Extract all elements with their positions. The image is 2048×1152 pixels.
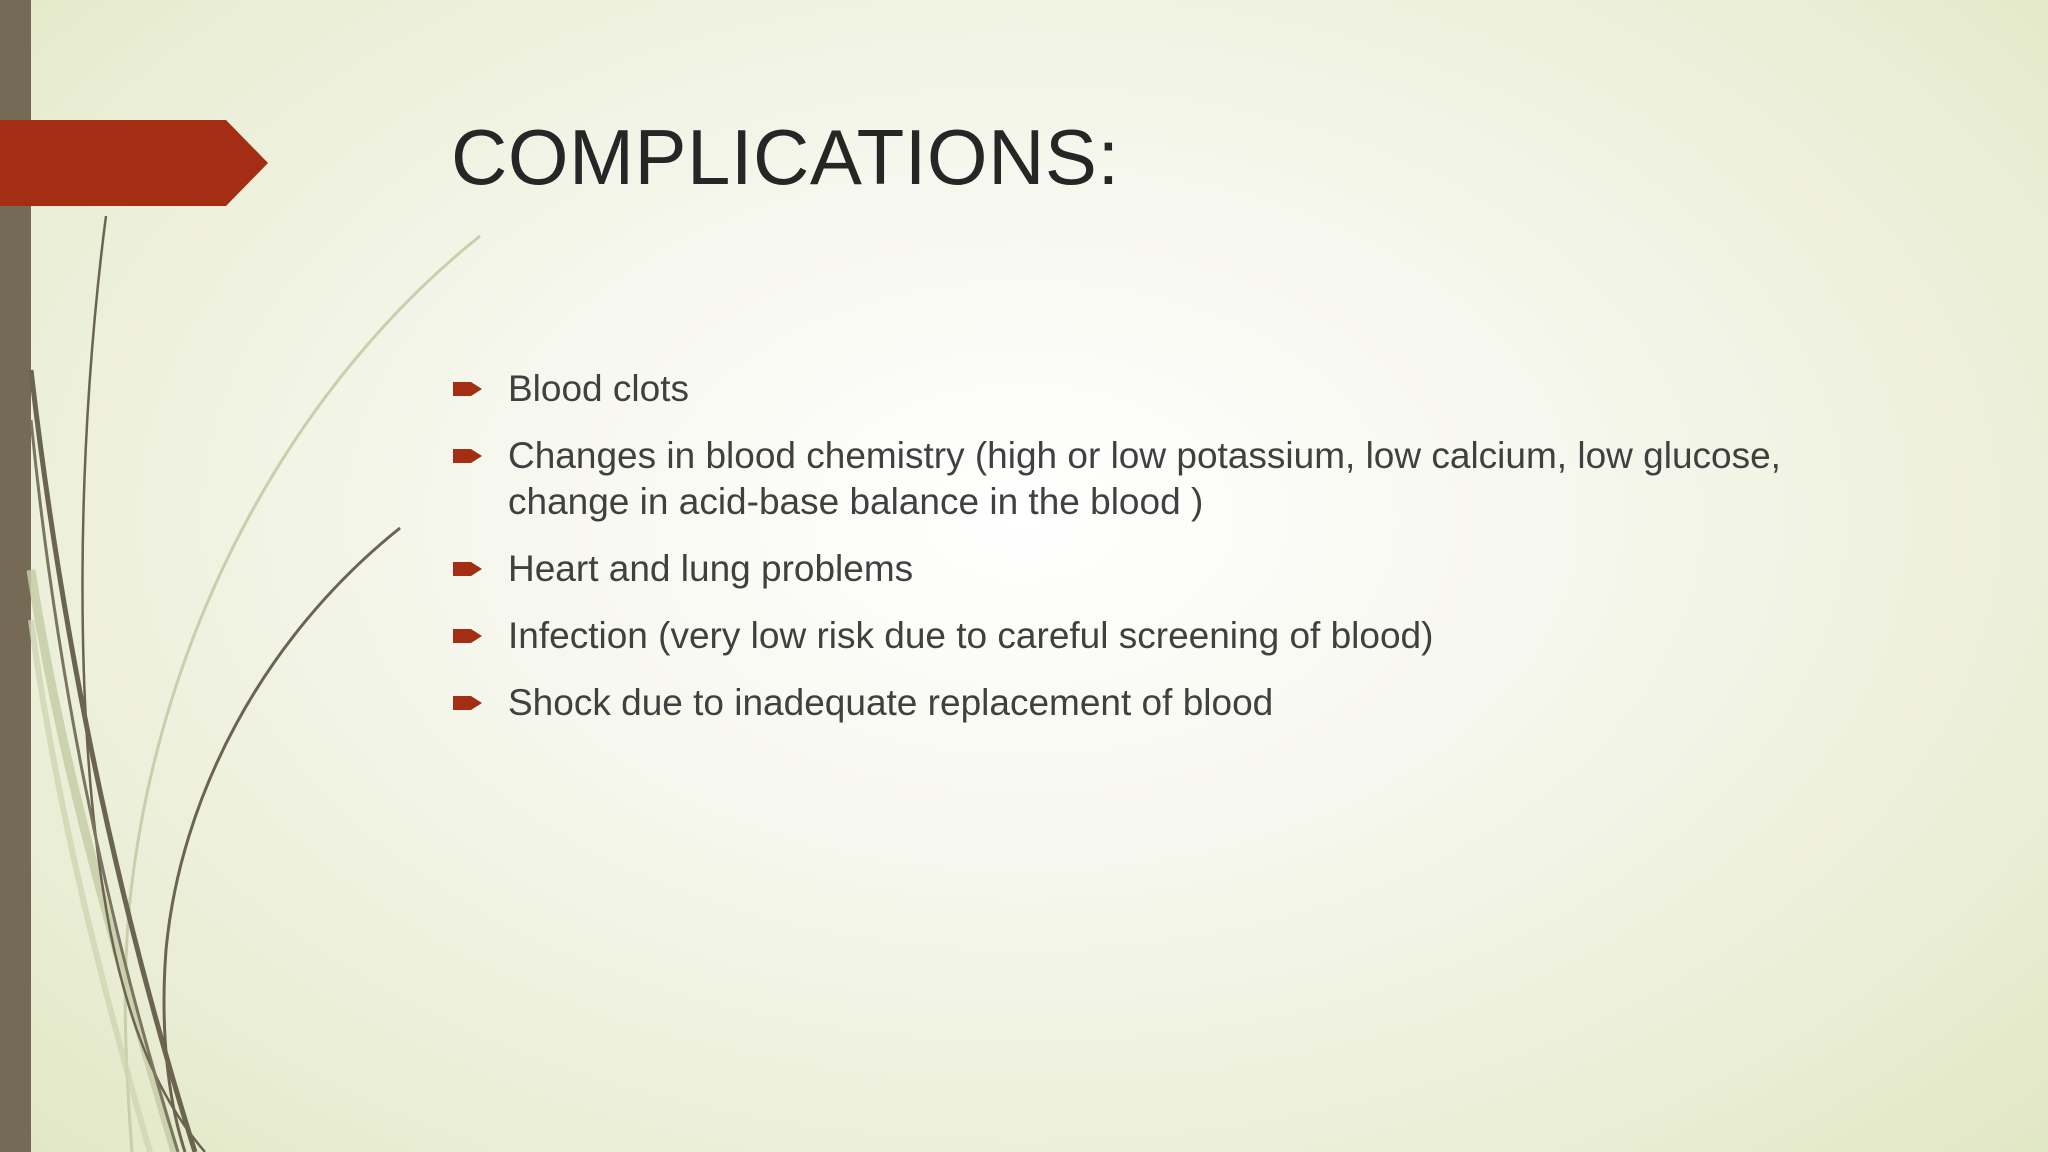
bullet-text: Heart and lung problems (508, 548, 914, 589)
bullet-text: Shock due to inadequate replacement of blood (508, 682, 1274, 723)
slide-title: COMPLICATIONS: (451, 113, 1120, 201)
list-item (451, 613, 1871, 659)
list-item (451, 546, 1871, 592)
list-item (451, 366, 1871, 412)
bullet-text: Changes in blood chemistry (high or low potassium, low calcium, low glucose, change in acid-base balance in the blood ) (508, 435, 1781, 522)
title-arrow-accent (0, 120, 270, 206)
bullet-text: Infection (very low risk due to careful screening of blood) (508, 615, 1434, 656)
list-item (451, 680, 1871, 726)
arrow-bullet-icon (453, 694, 483, 712)
arrow-bullet-icon (453, 560, 483, 578)
list-item (451, 433, 1871, 525)
bullet-list (451, 366, 1871, 747)
arrow-bullet-icon (453, 380, 483, 398)
arrow-bullet-icon (453, 447, 483, 465)
bullet-text: Blood clots (508, 368, 689, 409)
arrow-bullet-icon (453, 627, 483, 645)
